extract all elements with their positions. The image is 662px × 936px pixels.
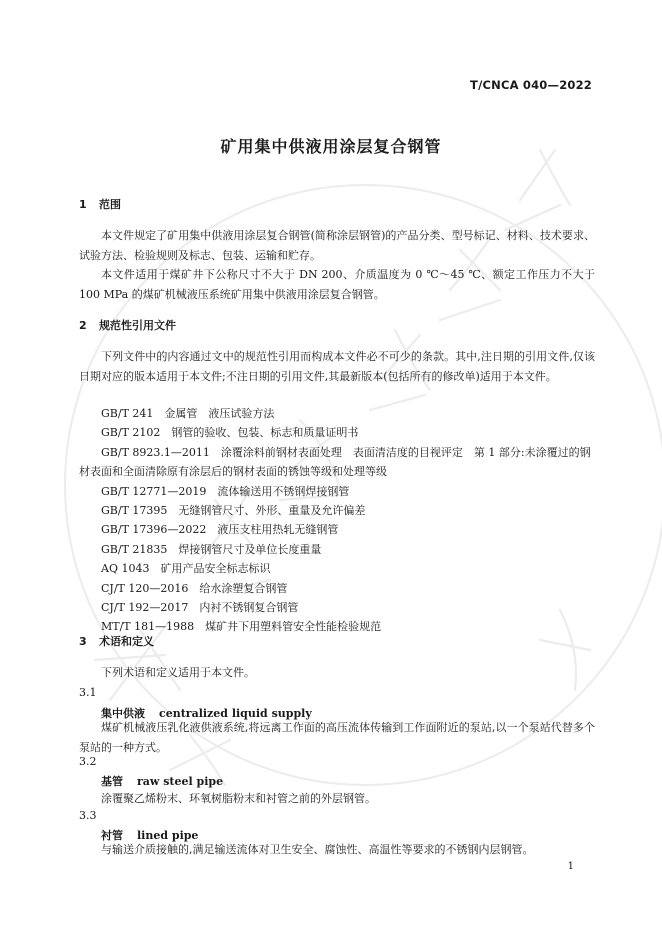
page-number: 1 — [567, 861, 574, 872]
reference-item: GB/T 17396—2022 液压支柱用热轧无缝钢管 — [101, 523, 339, 537]
term-english: lined pipe — [137, 829, 199, 842]
document-title: 矿用集中供液用涂层复合钢管 — [220, 137, 442, 156]
term-number: 3.1 — [79, 686, 97, 699]
section-number: 2 — [79, 319, 87, 332]
section-title: 规范性引用文件 — [99, 319, 176, 332]
reference-item: GB/T 241 金属管 液压试验方法 — [101, 407, 275, 420]
section-number: 3 — [79, 635, 87, 648]
reference-item: AQ 1043 矿用产品安全标志标识 — [101, 562, 271, 576]
section-number: 1 — [79, 198, 87, 211]
reference-list — [79, 404, 595, 637]
term-definition: 与输送介质接触的,满足输送流体对卫生安全、腐蚀性、高温性等要求的不锈钢内层钢管。 — [101, 843, 534, 856]
term-chinese: 衬管 — [101, 829, 123, 842]
section-2-heading — [79, 317, 176, 333]
reference-item: GB/T 21835 焊接钢管尺寸及单位长度重量 — [101, 542, 322, 556]
reference-item: CJ/T 192—2017 内衬不锈钢复合钢管 — [101, 601, 299, 615]
reference-item: GB/T 17395 无缝钢管尺寸、外形、重量及允许偏差 — [101, 504, 366, 518]
term-number: 3.3 — [79, 809, 97, 822]
section-title: 术语和定义 — [99, 635, 154, 648]
term-chinese: 集中供液 — [101, 707, 145, 720]
term-heading — [101, 773, 223, 789]
section-3-heading — [79, 633, 154, 649]
reference-item: GB/T 12771—2019 流体输送用不锈钢焊接钢管 — [101, 484, 350, 498]
scope-paragraph-2: 本文件适用于煤矿井下公称尺寸不大于 DN 200、介质温度为 0 ℃～45 ℃、额定工作压力不大于 100 MPa 的煤矿机械液压系统矿用集中供液用涂层复合钢管。 — [79, 268, 595, 301]
standard-code: T/CNCA 040—2022 — [470, 78, 592, 92]
references-intro: 下列文件中的内容通过文中的规范性引用而构成本文件必不可少的条款。其中,注日期的引用文件,仅该日期对应的版本适用于本文件;不注日期的引用文件,其最新版本(包括所有的修改单)适用于本文件。 — [79, 350, 595, 383]
reference-item: MT/T 181—1988 煤矿井下用塑料管安全性能检验规范 — [101, 620, 382, 634]
section-1-heading — [79, 196, 121, 212]
term-definition: 涂覆聚乙烯粉末、环氧树脂粉末和衬管之前的外层钢管。 — [101, 792, 376, 805]
reference-item: GB/T 8923.1—2011 涂覆涂料前钢材表面处理 表面清洁度的目视评定 第 1 部分:未涂覆过的钢材表面和全面清除原有涂层后的钢材表面的锈蚀等级和处理等级 — [79, 445, 591, 479]
term-number: 3.2 — [79, 755, 97, 768]
terms-intro: 下列术语和定义适用于本文件。 — [101, 666, 255, 679]
section-title: 范围 — [99, 198, 121, 211]
reference-item: GB/T 2102 钢管的验收、包装、标志和质量证明书 — [101, 426, 359, 440]
reference-item: CJ/T 120—2016 给水涂塑复合钢管 — [101, 581, 288, 595]
term-definition: 煤矿机械液压乳化液供液系统,将远离工作面的高压流体传输到工作面附近的泵站,以一个泵站代替多个泵站的一种方式。 — [79, 721, 595, 754]
scope-paragraph-1: 本文件规定了矿用集中供液用涂层复合钢管(简称涂层钢管)的产品分类、型号标记、材料、技术要求、试验方法、检验规则及标志、包装、运输和贮存。 — [79, 229, 595, 262]
term-chinese: 基管 — [101, 775, 123, 788]
term-english: centralized liquid supply — [159, 707, 312, 720]
term-english: raw steel pipe — [137, 775, 224, 788]
